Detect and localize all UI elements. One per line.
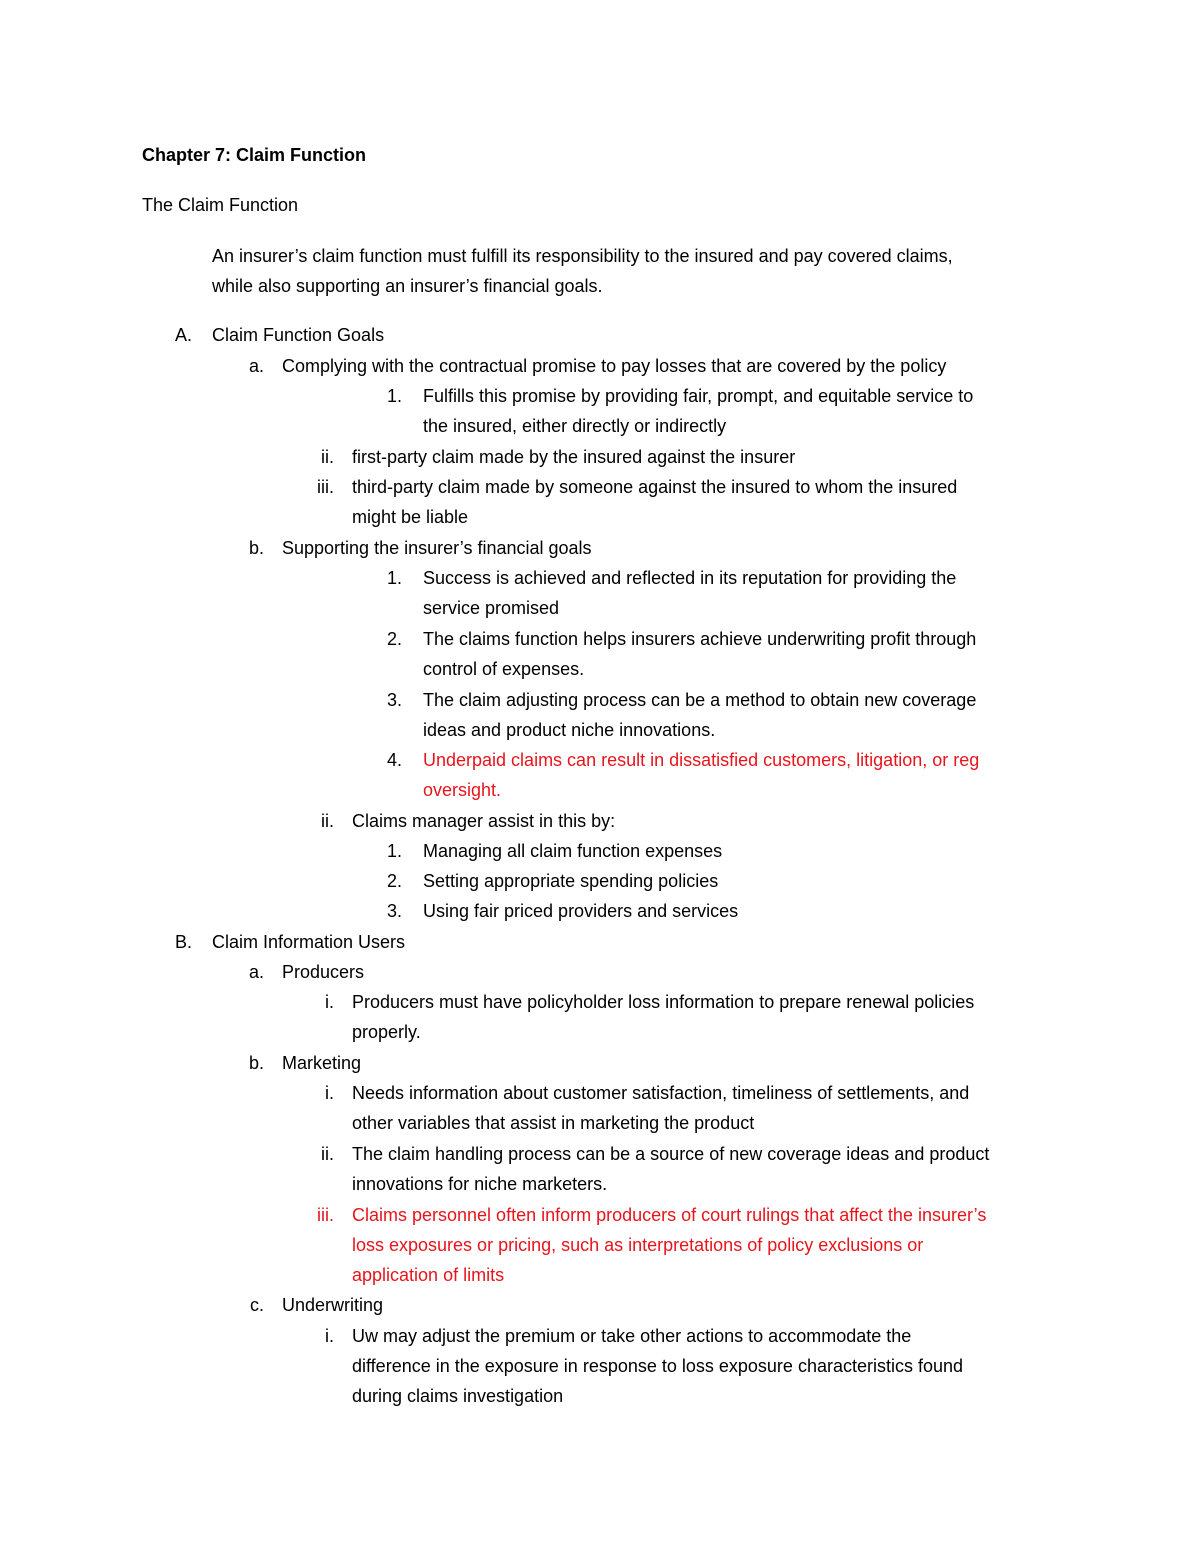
list-item-label: Producers (282, 962, 365, 982)
list-item-label: Claim Function Goals (212, 325, 385, 345)
list-item-text: control of expenses. (423, 659, 585, 679)
list-marker: 1. (386, 568, 402, 588)
list-item-label: Complying with the contractual promise to pay losses that are covered by the policy (282, 356, 947, 376)
highlighted-text: Claims personnel often inform producers of court rulings that affect the insurer’s (352, 1205, 987, 1225)
list-marker: 3. (386, 901, 402, 921)
list-marker: 2. (386, 871, 402, 891)
highlighted-text: loss exposures or pricing, such as interpretations of policy exclusions or (352, 1235, 924, 1255)
list-item-text: Needs information about customer satisfaction, timeliness of settlements, and (352, 1083, 970, 1103)
list-marker: iii. (317, 477, 334, 497)
intro-line: while also supporting an insurer’s financial goals. (212, 276, 603, 296)
list-marker: ii. (321, 447, 334, 467)
list-item-text: The claim handling process can be a source of new coverage ideas and product (352, 1144, 990, 1164)
list-marker: a. (248, 962, 264, 982)
list-marker: 1. (386, 841, 402, 861)
list-item-text: Success is achieved and reflected in its reputation for providing the (423, 568, 957, 588)
list-marker: iii. (317, 1205, 334, 1225)
list-item-text: during claims investigation (352, 1386, 564, 1406)
list-item-text: innovations for niche marketers. (352, 1174, 608, 1194)
list-marker: ii. (321, 1144, 334, 1164)
list-item-text: Managing all claim function expenses (423, 841, 723, 861)
list-item-text: service promised (423, 598, 560, 618)
list-item-label: Claim Information Users (212, 932, 406, 952)
list-item-text: third-party claim made by someone against the insured to whom the insured (352, 477, 958, 497)
intro-line: An insurer’s claim function must fulfill its responsibility to the insured and pay covered claims, (212, 246, 953, 266)
list-item-text: Using fair priced providers and services (423, 901, 739, 921)
list-marker: b. (248, 1053, 264, 1073)
list-item-text: might be liable (352, 507, 469, 527)
list-marker: i. (325, 992, 334, 1012)
list-item-label: Marketing (282, 1053, 362, 1073)
chapter-title: Chapter 7: Claim Function (142, 145, 367, 165)
list-item-label: Supporting the insurer’s financial goals (282, 538, 592, 558)
list-item-text: Uw may adjust the premium or take other actions to accommodate the (352, 1326, 912, 1346)
list-marker: 3. (386, 690, 402, 710)
list-marker: a. (248, 356, 264, 376)
list-item-text: The claim adjusting process can be a method to obtain new coverage (423, 690, 977, 710)
list-marker: 2. (386, 629, 402, 649)
section-heading: The Claim Function (142, 195, 299, 215)
list-item-text: Setting appropriate spending policies (423, 871, 719, 891)
list-item-text: The claims function helps insurers achieve underwriting profit through (423, 629, 977, 649)
list-marker: 1. (386, 386, 402, 406)
list-marker: 4. (386, 750, 402, 770)
list-marker: b. (248, 538, 264, 558)
list-item-text: Claims manager assist in this by: (352, 811, 616, 831)
highlighted-text: application of limits (352, 1265, 505, 1285)
list-item-text: Fulfills this promise by providing fair, prompt, and equitable service to (423, 386, 974, 406)
list-marker: i. (325, 1326, 334, 1346)
highlighted-text: oversight. (423, 780, 502, 800)
list-marker: ii. (321, 811, 334, 831)
list-item-text: Producers must have policyholder loss information to prepare renewal policies (352, 992, 975, 1012)
highlighted-text: Underpaid claims can result in dissatisfied customers, litigation, or reg (423, 750, 980, 770)
list-marker: c. (249, 1295, 264, 1315)
list-item-text: difference in the exposure in response to loss exposure characteristics found (352, 1356, 964, 1376)
list-marker: B. (174, 932, 192, 952)
list-item-text: the insured, either directly or indirectly (423, 416, 727, 436)
list-item-text: ideas and product niche innovations. (423, 720, 716, 740)
list-item-text: first-party claim made by the insured against the insurer (352, 447, 796, 467)
list-marker: i. (325, 1083, 334, 1103)
list-item-text: properly. (352, 1022, 421, 1042)
list-item-label: Underwriting (282, 1295, 384, 1315)
list-item-text: other variables that assist in marketing the product (352, 1113, 755, 1133)
list-marker: A. (174, 325, 192, 345)
